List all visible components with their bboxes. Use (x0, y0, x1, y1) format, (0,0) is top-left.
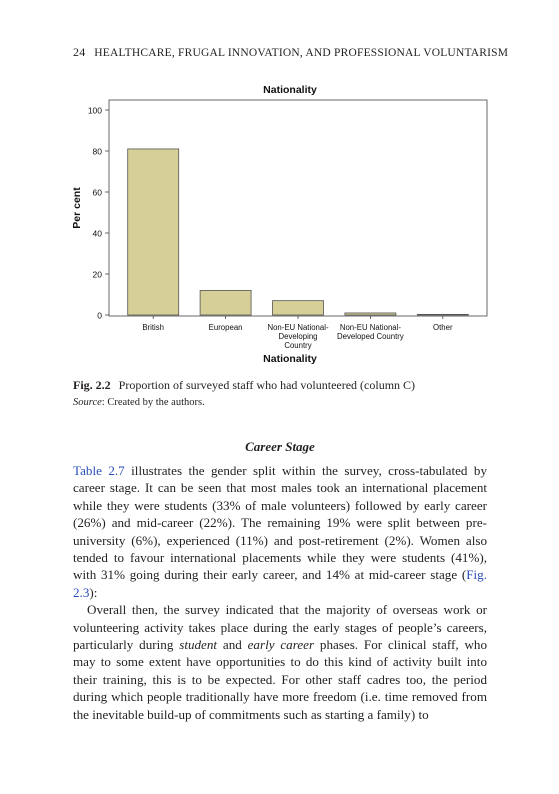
y-tick-label: 20 (92, 269, 102, 280)
x-tick-label: Developing (278, 332, 318, 341)
bar-chart (0, 0, 559, 380)
figure-caption-text: Proportion of surveyed staff who had volunteered (column C) (118, 378, 416, 392)
bar (273, 301, 324, 315)
paragraph-2-text-c: phases. For clinical staff, who may to some extent have opportunities to do this kind of activity built into their training, this is to be expected. For other staff cadres too, the period during which people traditionally have more freedom (i.e. time removed from the inevitable build-up of commitments such as starting a family) to (73, 637, 487, 722)
bar (417, 314, 468, 315)
table-link[interactable]: Table 2.7 (73, 463, 125, 478)
section-heading: Career Stage (245, 439, 315, 454)
source-label: Source (73, 397, 102, 408)
paragraph-2-italic-early-career: early career (247, 637, 315, 653)
x-tick-label: Country (284, 341, 312, 350)
bars (128, 149, 469, 315)
paragraph-2-italic-student: student (179, 637, 218, 653)
bar (128, 149, 179, 315)
y-axis (88, 106, 109, 321)
y-tick-label: 80 (92, 146, 102, 157)
paragraph-1-text-a: illustrates the gender split within the survey, cross-tabulated by career stage. It can be seen that most males took an international placement while they were students (33% of male volunteers) followed by early career (26%) and mid-career (22%). The remaining 19% were split between pre-university (6%), experienced (11%) and post-retirement (2%). Women also tended to favour international placements while they were students (41%), with 31% going during their early career, and 14% at mid-career stage ( (73, 463, 487, 583)
source-text: : Created by the authors. (101, 397, 205, 408)
bar (200, 290, 251, 315)
paragraph-2 (73, 601, 487, 723)
y-tick-label: 0 (97, 310, 102, 321)
x-tick-label: Non-EU National- (339, 323, 401, 332)
figure-label: Fig. 2.2 (73, 378, 111, 392)
bar (345, 313, 396, 315)
y-tick-label: 100 (87, 105, 102, 116)
x-tick-label: British (142, 323, 165, 332)
x-axis-label: Nationality (263, 353, 317, 365)
y-axis-label: Per cent (71, 187, 83, 229)
y-tick-label: 60 (92, 187, 102, 198)
figure-source (73, 397, 493, 408)
page-number: 24 (73, 45, 86, 59)
x-tick-label: European (208, 323, 243, 332)
chart-title: Nationality (263, 84, 317, 96)
x-axis-tick-labels (142, 316, 453, 350)
body-text (73, 462, 487, 723)
paragraph-1 (73, 462, 487, 601)
figure-caption (73, 377, 493, 393)
running-title: HEALTHCARE, FRUGAL INNOVATION, AND PROFESSIONAL VOLUNTARISM (94, 47, 509, 59)
x-tick-label: Developed Country (337, 332, 404, 341)
paragraph-2-text-a: Overall then, the survey indicated that the majority of overseas work or volunteering activity takes place during the early stages of people’s careers, particularly during (73, 602, 487, 653)
paragraph-2-text-b: and (217, 637, 248, 653)
x-tick-label: Non-EU National- (267, 323, 329, 332)
y-tick-label: 40 (92, 228, 102, 239)
figure-link[interactable]: Fig. 2.3 (73, 567, 487, 600)
x-tick-label: Other (433, 323, 453, 332)
paragraph-1-text-b: ): (89, 584, 98, 600)
